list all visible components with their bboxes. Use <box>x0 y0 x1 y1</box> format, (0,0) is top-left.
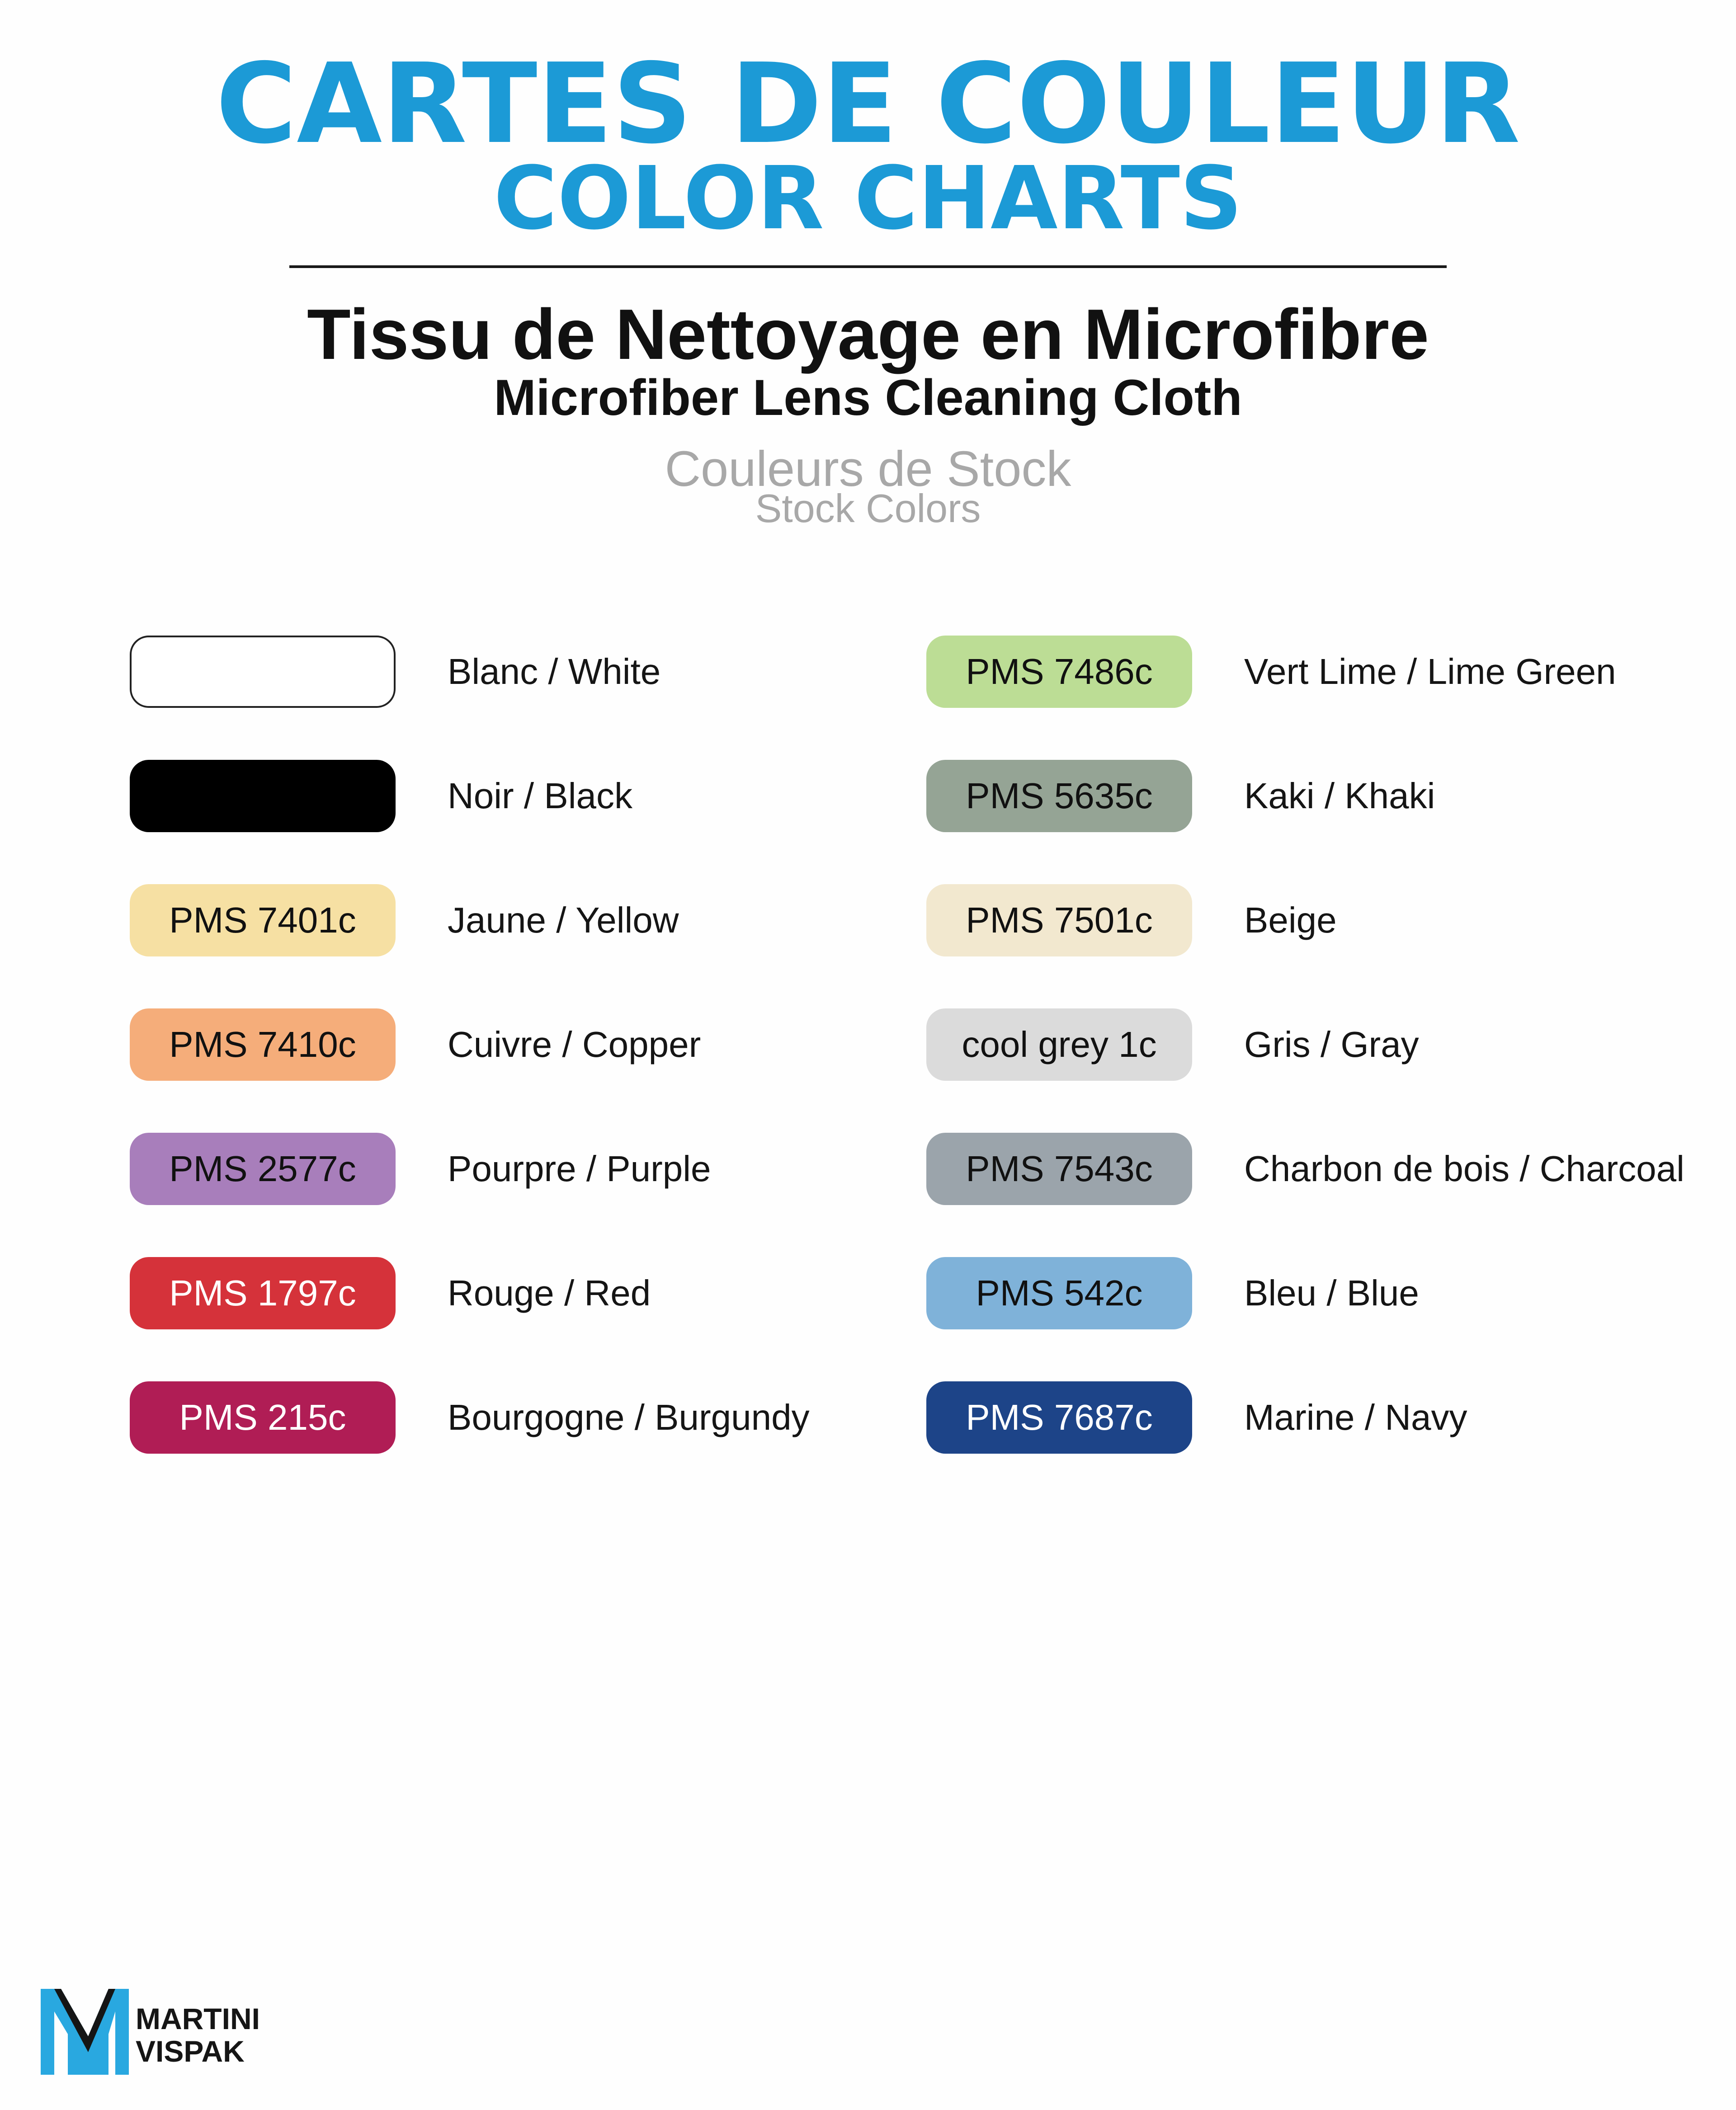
header-divider <box>289 265 1447 268</box>
color-swatch-yellow: PMS 7401c <box>130 884 396 956</box>
color-name: Beige <box>1244 900 1337 940</box>
logo-line-1: MARTINI <box>136 2002 260 2035</box>
color-name: Gris / Gray <box>1244 1024 1419 1064</box>
color-swatch-copper: PMS 7410c <box>130 1008 396 1081</box>
product-name-en: Microfiber Lens Cleaning Cloth <box>494 369 1242 426</box>
color-swatch-blue: PMS 542c <box>926 1257 1192 1329</box>
color-name: Rouge / Red <box>448 1273 651 1313</box>
color-name: Jaune / Yellow <box>448 900 679 940</box>
color-swatch-beige: PMS 7501c <box>926 884 1192 956</box>
color-swatch-lime-green: PMS 7486c <box>926 636 1192 708</box>
color-swatch-khaki: PMS 5635c <box>926 760 1192 832</box>
color-name: Bleu / Blue <box>1244 1273 1419 1313</box>
page-title: CARTES DE COULEUR <box>216 40 1520 168</box>
color-swatch-gray: cool grey 1c <box>926 1008 1192 1081</box>
color-name: Kaki / Khaki <box>1244 776 1435 816</box>
color-name: Noir / Black <box>448 776 632 816</box>
color-swatch-navy: PMS 7687c <box>926 1381 1192 1454</box>
color-swatch-burgundy: PMS 215c <box>130 1381 396 1454</box>
color-name: Vert Lime / Lime Green <box>1244 651 1616 692</box>
color-swatch-purple: PMS 2577c <box>130 1133 396 1205</box>
color-name: Marine / Navy <box>1244 1397 1467 1437</box>
color-swatch-white <box>130 636 396 708</box>
color-name: Blanc / White <box>448 651 661 692</box>
color-swatch-black <box>130 760 396 832</box>
logo-wordmark <box>136 2002 260 2068</box>
color-swatch-charcoal: PMS 7543c <box>926 1133 1192 1205</box>
product-name-fr: Tissu de Nettoyage en Microfibre <box>307 295 1429 374</box>
color-swatch-red: PMS 1797c <box>130 1257 396 1329</box>
logo-line-2: VISPAK <box>136 2035 245 2068</box>
color-name: Pourpre / Purple <box>448 1149 711 1189</box>
color-name: Bourgogne / Burgundy <box>448 1397 810 1437</box>
color-name: Cuivre / Copper <box>448 1024 701 1064</box>
section-label-fr: Couleurs de Stock <box>665 441 1071 497</box>
section-label-en: Stock Colors <box>755 486 981 531</box>
page-subtitle: COLOR CHARTS <box>493 148 1243 249</box>
color-name: Charbon de bois / Charcoal <box>1244 1149 1684 1189</box>
